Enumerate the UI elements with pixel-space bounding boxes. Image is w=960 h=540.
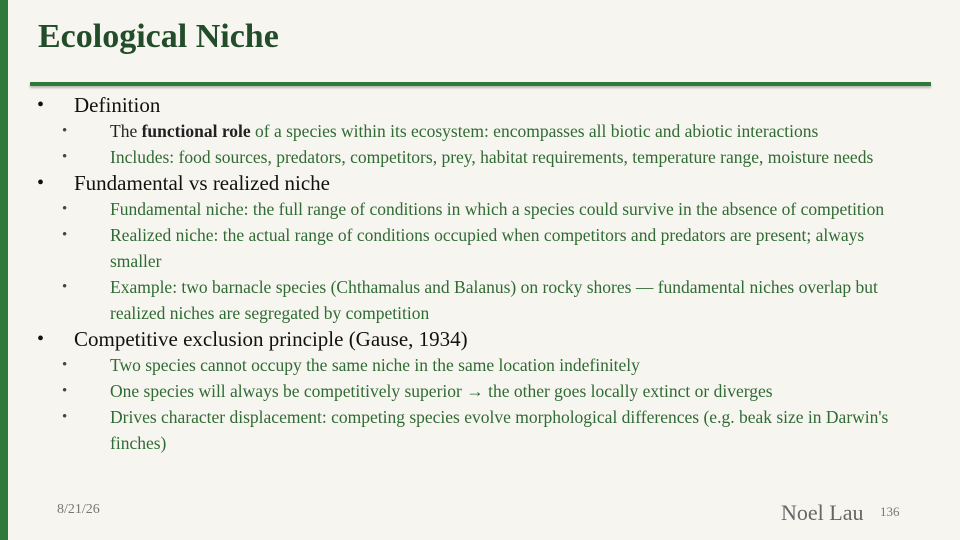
list-item-text: Realized niche: the actual range of conditions occupied when competitors and predators are present; always smaller bbox=[110, 225, 865, 271]
list-item bbox=[0, 352, 960, 378]
list-item bbox=[0, 196, 960, 222]
bullet-icon: • bbox=[62, 149, 68, 165]
bullet-icon: • bbox=[62, 357, 68, 373]
list-item bbox=[0, 144, 960, 170]
slide-title: Ecological Niche bbox=[38, 18, 279, 55]
page-number: 136 bbox=[880, 504, 900, 519]
bullet-icon: • bbox=[37, 328, 45, 350]
bullet-icon: • bbox=[62, 123, 68, 139]
list-item-text: Example: two barnacle species (Chthamalus and Balanus) on rocky shores — fundamental niches overlap but realized niches are segregated by competition bbox=[110, 277, 878, 323]
list-item bbox=[0, 274, 960, 326]
section-heading-text: Definition bbox=[74, 93, 161, 117]
list-item-text: Includes: food sources, predators, competitors, prey, habitat requirements, temperature range, moisture needs bbox=[110, 147, 874, 167]
list-item bbox=[0, 118, 960, 144]
list-item bbox=[0, 404, 960, 456]
bullet-icon: • bbox=[62, 201, 68, 217]
section-heading bbox=[0, 170, 960, 196]
bullet-icon: • bbox=[62, 409, 68, 425]
footer-author: Noel Lau bbox=[781, 500, 864, 525]
footer-date: 8/21/26 bbox=[57, 502, 100, 517]
list-item-text-pre: The bbox=[110, 121, 142, 141]
section-heading bbox=[0, 326, 960, 352]
section-heading bbox=[0, 92, 960, 118]
title-divider bbox=[30, 82, 931, 86]
bullet-icon: • bbox=[37, 172, 45, 194]
bullet-icon: • bbox=[37, 94, 45, 116]
section-heading-text: Fundamental vs realized niche bbox=[74, 171, 330, 195]
slide-body bbox=[0, 92, 960, 456]
bullet-icon: • bbox=[62, 227, 68, 243]
list-item-text: Two species cannot occupy the same niche in the same location indefinitely bbox=[110, 355, 640, 375]
list-item bbox=[0, 378, 960, 404]
bullet-icon: • bbox=[62, 279, 68, 295]
bullet-icon: • bbox=[62, 383, 68, 399]
list-item bbox=[0, 222, 960, 274]
list-item-text: One species will always be competitively superior → the other goes locally extinct or diverges bbox=[110, 381, 773, 401]
list-item-bold: functional role bbox=[141, 121, 251, 141]
section-heading-text: Competitive exclusion principle (Gause, 1934) bbox=[74, 327, 468, 351]
list-item-text-post: of a species within its ecosystem: encompasses all biotic and abiotic interactions bbox=[250, 121, 819, 141]
list-item-text: Drives character displacement: competing species evolve morphological differences (e.g. beak size in Darwin's finches) bbox=[110, 407, 889, 453]
list-item-text: Fundamental niche: the full range of conditions in which a species could survive in the absence of competition bbox=[110, 199, 885, 219]
